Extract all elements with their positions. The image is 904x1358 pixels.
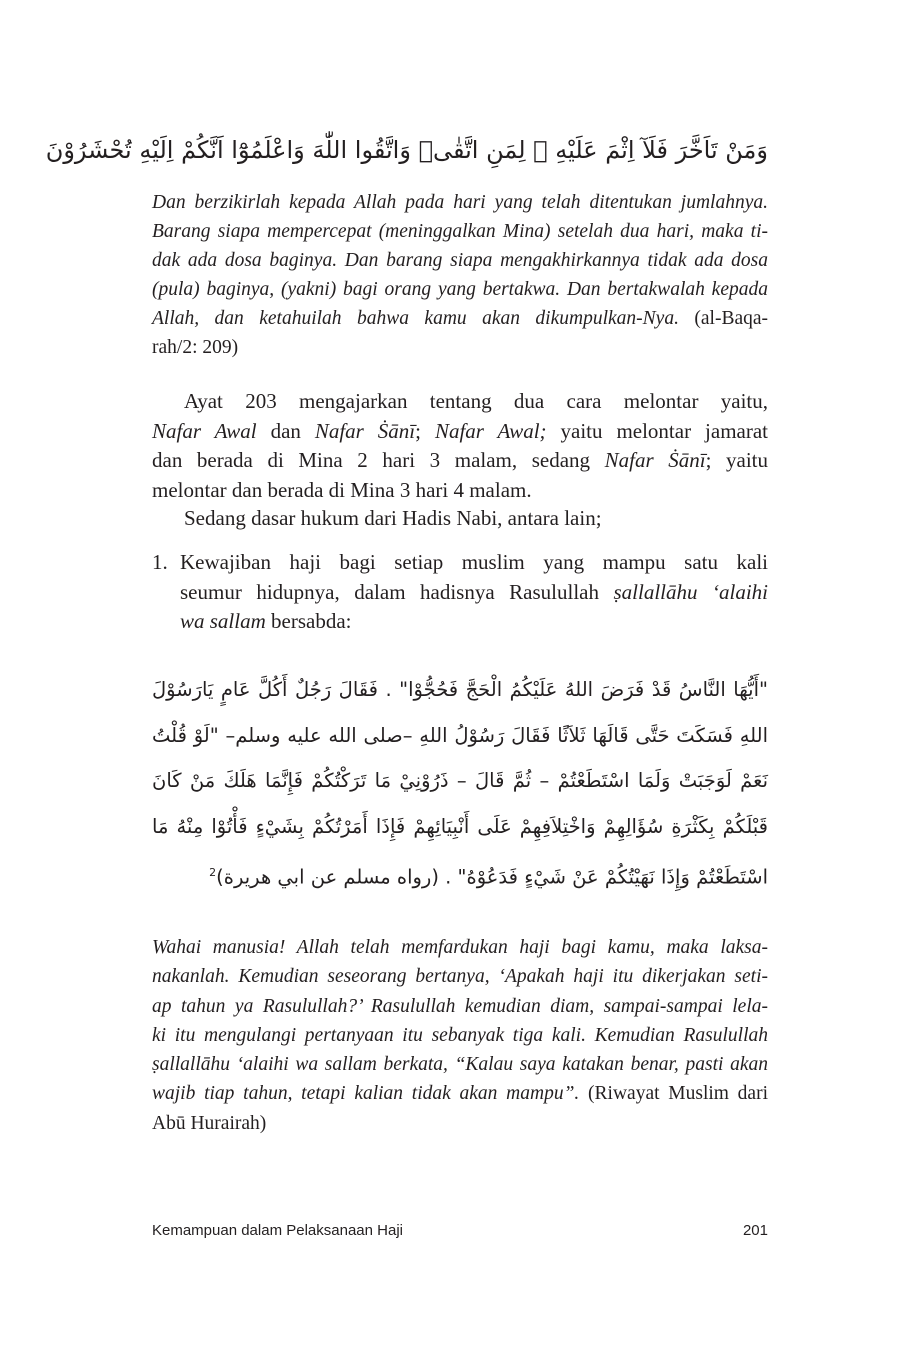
hadith-line: نَعَمْ لَوَجَبَتْ وَلَمَا اسْتَطَعْتُمْ – ثُمَّ قَالَ – ذَرُوْنِيْ مَا تَرَكْتُكُمْ فَإِنَّمَا هَلَكَ مَنْ كَانَ <box>152 769 768 793</box>
page-footer <box>152 1222 768 1239</box>
text: (al-Baqa- <box>678 308 769 329</box>
list-number: 1. <box>152 550 168 574</box>
hadith-translation <box>152 933 768 1138</box>
italic-text: nakanlah. Kemudian seseorang bertanya, ‘Apakah haji itu dikerjakan seti- <box>152 966 768 988</box>
text-line <box>152 1021 768 1050</box>
italic-text: Wahai manusia! Allah telah memfardukan haji bagi kamu, maka laksa- <box>152 937 768 958</box>
text-line <box>180 578 768 608</box>
text: bersabda: <box>265 609 352 633</box>
list-item-text <box>180 548 768 637</box>
italic-text: (pula) baginya, (yakni) bagi orang yang bertakwa. Dan bertakwalah kepada <box>152 279 768 300</box>
text-line <box>152 933 768 962</box>
hadith-line <box>152 850 768 900</box>
footnote-ref: 2 <box>209 865 217 879</box>
text-line <box>152 275 768 304</box>
quran-verse-arabic: وَمَنْ تَاَخَّرَ فَلَآ اِثْمَ عَلَيْهِ ۙ لِمَنِ اتَّقٰىۗ وَاتَّقُوا اللّٰهَ وَاعْلَمُوْٓا اَنَّكُمْ اِلَيْهِ تُحْشَرُوْنَ <box>45 136 768 164</box>
hadith-line-text: اسْتَطَعْتُمْ وَإِذَا نَهَيْتُكُمْ عَنْ شَيْءٍ فَدَعُوْهُ" . (رواه مسلم عن ابي هريرة) <box>216 865 768 889</box>
text-line <box>180 607 768 637</box>
italic-text: Nafar Ṡānī <box>604 448 706 472</box>
verse-translation <box>152 188 768 362</box>
text-line <box>152 417 768 447</box>
text: rah/2: 209) <box>152 337 239 358</box>
italic-text: wajib tiap tahun, tetapi kalian tidak akan mampu”. <box>152 1083 580 1105</box>
text-line <box>152 476 768 506</box>
italic-text: Dan berzikirlah kepada Allah pada hari yang telah ditentukan jumlahnya. <box>152 192 768 213</box>
text: seumur hidupnya, dalam hadisnya Rasulullah <box>180 579 614 604</box>
text-line <box>152 188 768 217</box>
text-line <box>152 1050 768 1079</box>
italic-text: Barang siapa mempercepat (meninggalkan Mina) setelah dua hari, maka ti- <box>152 221 768 242</box>
text: Kewajiban haji bagi setiap muslim yang mampu satu kali <box>180 550 768 574</box>
italic-text: wa sallam <box>180 609 266 633</box>
hadith-line: اللهِ فَسَكَتَ حَتَّى قَالَهَا ثَلاَثًا فَقَالَ رَسُوْلُ اللهِ –صلى الله عليه وسلم– "لَوْ قُلْتُ <box>152 723 768 747</box>
list-item-1 <box>152 548 768 637</box>
page-number: 201 <box>742 1222 768 1239</box>
text-line <box>152 304 768 333</box>
paragraph-nafar <box>152 387 768 505</box>
italic-text: ṣallallāhu ‘alaihi wa sallam berkata, “Kalau saya katakan benar, pasti akan <box>152 1054 768 1076</box>
italic-text: ap tahun ya Rasulullah?’ Rasulullah kemudian diam, sampai-sampai lela- <box>152 995 768 1017</box>
text-line <box>152 446 768 476</box>
text-line <box>180 548 768 578</box>
text-line <box>152 333 768 362</box>
italic-text: dak ada dosa baginya. Dan barang siapa mengakhirkannya tidak ada dosa <box>152 250 768 271</box>
text-line <box>152 992 768 1021</box>
paragraph-hadith-intro: Sedang dasar hukum dari Hadis Nabi, antara lain; <box>184 506 602 530</box>
text: (Riwayat Muslim dari <box>579 1083 768 1105</box>
text-line <box>152 387 768 417</box>
text: Ayat 203 mengajarkan tentang dua cara melontar yaitu, <box>184 389 768 413</box>
text: yaitu melontar jamarat <box>546 418 768 443</box>
hadith-arabic <box>152 667 768 900</box>
hadith-line: قَبْلَكُمْ بِكَثْرَةِ سُؤَالِهِمْ وَاخْتِلاَفِهِمْ عَلَى أَنْبِيَائِهِمْ فَإِذَا أَمَرْتُكُمْ بِشَيْءٍ فَأْتُوْا مِنْهُ مَا <box>152 815 768 839</box>
text-line <box>152 962 768 991</box>
text: ; <box>415 418 435 443</box>
text-line <box>152 1109 768 1138</box>
text: dan berada di Mina 2 hari 3 malam, sedang <box>152 448 605 472</box>
text-line <box>152 217 768 246</box>
hadith-line: "أَيُّهَا النَّاسُ قَدْ فَرَضَ اللهُ عَلَيْكُمُ الْحَجَّ فَحُجُّوْا" . فَقَالَ رَجُلٌ أَكُلَّ عَامٍ يَارَسُوْلَ <box>152 678 768 701</box>
italic-text: Nafar Ṡānī <box>314 418 416 443</box>
text: melontar dan berada di Mina 3 hari 4 malam. <box>152 477 532 502</box>
text-line <box>152 246 768 275</box>
italic-text: Nafar Awal <box>152 418 257 443</box>
italic-text: Allah, dan ketahuilah bahwa kamu akan dikumpulkan-Nya. <box>152 308 679 329</box>
text: ; yaitu <box>705 448 769 472</box>
running-title: Kemampuan dalam Pelaksanaan Haji <box>152 1222 403 1239</box>
text-line <box>152 1079 768 1108</box>
italic-text: ṣallallāhu ‘alaihi <box>613 579 768 604</box>
italic-text: Nafar Awal; <box>434 418 547 443</box>
text: dan <box>256 418 315 443</box>
italic-text: ki itu mengulangi pertanyaan itu sebanyak tiga kali. Kemudian Rasulullah <box>152 1024 768 1046</box>
text: Abū Hurairah) <box>152 1112 267 1134</box>
